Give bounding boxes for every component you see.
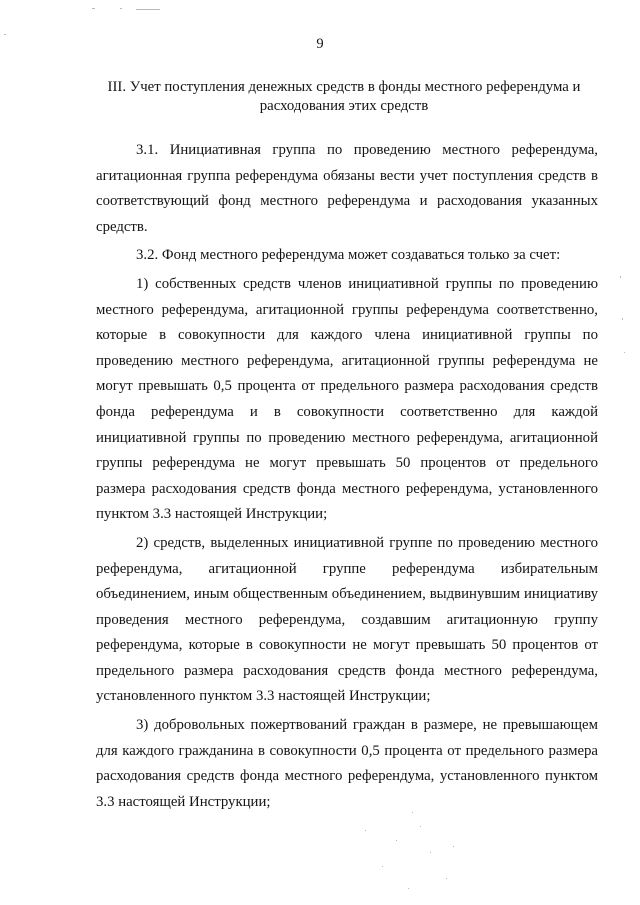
list-item-1: 1) собственных средств членов инициативной группы по проведению местного референдума, агитационной группы референдума соответственно, которые в совокупности для каждого члена инициативной группы по проведению местного референдума, агитационной группы референдума не могут превышать 0,5 процента от предельного размера расходования средств фонда референдума и в совокупности соответственно для каждой инициативной группы по проведению местного референдума, агитационной группы референдума не могут превышать 50 процентов от предельного размера расходования средств фонда местного референдума, установленного пунктом 3.3 настоящей Инструкции; xyxy=(96,275,598,523)
document-body xyxy=(96,138,598,815)
list-item-2: 2) средств, выделенных инициативной группе по проведению местного референдума, агитационной группе референдума избирательным объединением, иным общественным объединением, выдвинувшим инициативу проведения местного референдума, создавшим агитационную группу референдума, которые в совокупности не могут превышать 50 процентов от предельного размера расходования средств фонда местного референдума, установленного пунктом 3.3 настоящей Инструкции; xyxy=(96,534,598,705)
list-item-3: 3) добровольных пожертвований граждан в размере, не превышающем для каждого гражданина в совокупности 0,5 процента от предельного размера расходования средств фонда местного референдума, установленного пунктом 3.3 настоящей Инструкции; xyxy=(96,717,598,810)
section-title: III. Учет поступления денежных средств в фонды местного референдума и расходования этих средств xyxy=(107,79,581,114)
paragraph-3-1: 3.1. Инициативная группа по проведению местного референдума, агитационная группа референдума обязаны вести учет поступления средств в соответствующий фонд местного референдума и расходования указанных средств. xyxy=(96,142,598,235)
paragraph-3-2: 3.2. Фонд местного референдума может создаваться только за счет: xyxy=(136,247,561,264)
page-number: 9 xyxy=(316,36,324,52)
